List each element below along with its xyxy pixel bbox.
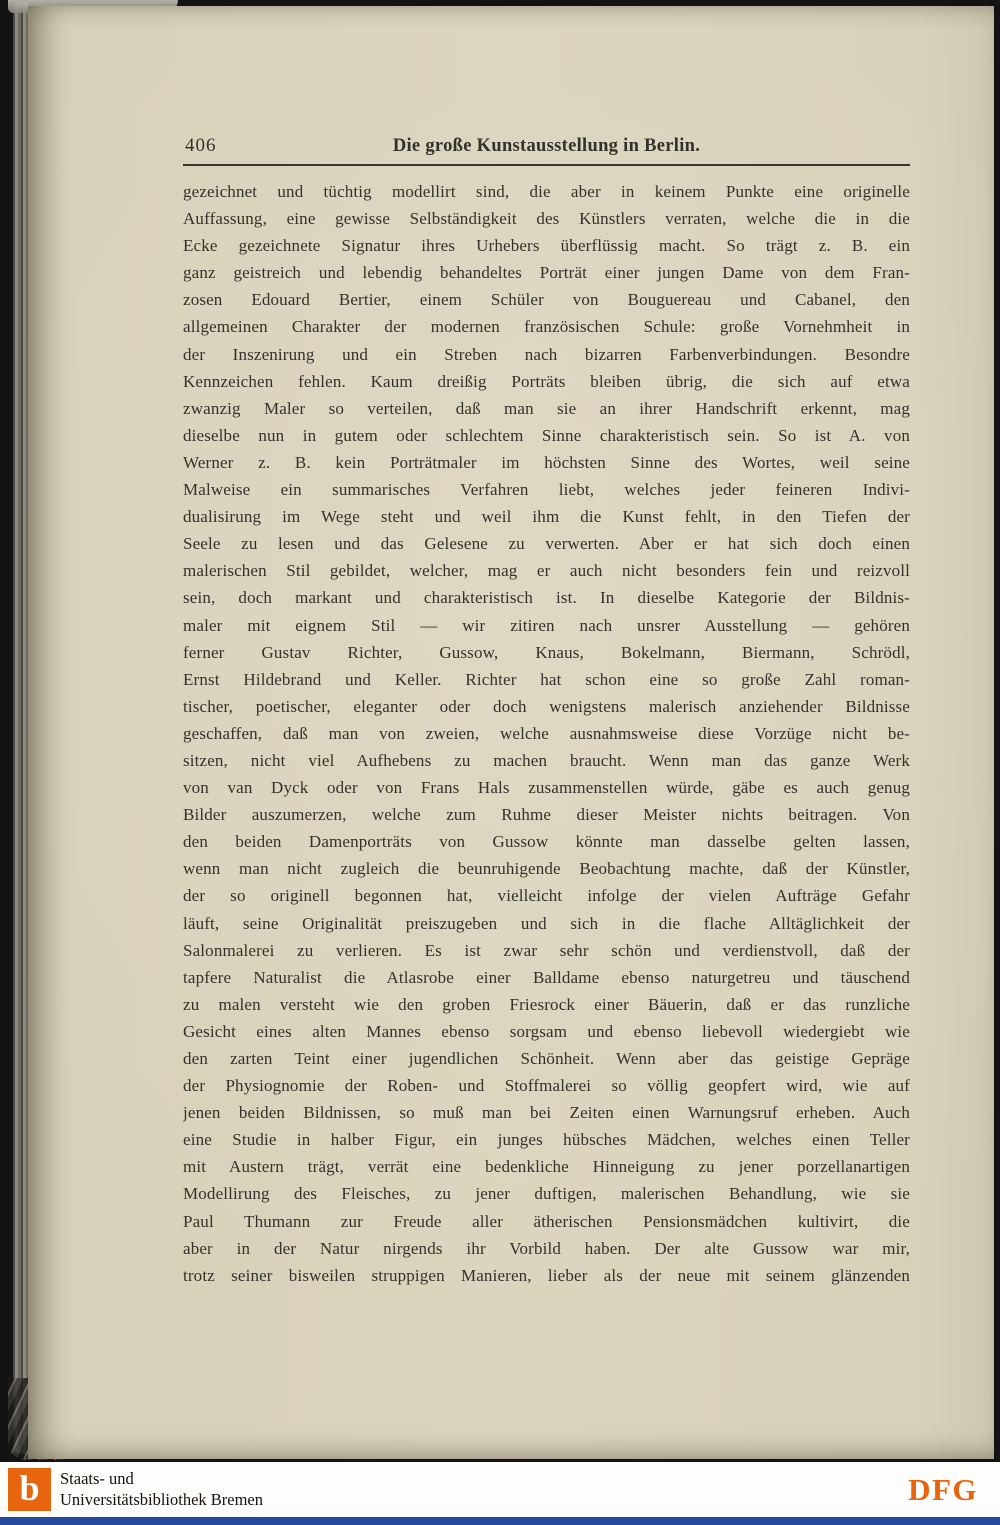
text-line: dieselbe nun in gutem oder schlechtem Sinne charakteristisch sein. So ist A. von: [183, 425, 910, 445]
page-content: [183, 134, 910, 1289]
text-line: Auffassung, eine gewisse Selbständigkeit des Künstlers verraten, welche die in die: [183, 209, 910, 229]
text-line: Werner z. B. kein Porträtmaler im höchsten Sinne des Wortes, weil seine: [183, 452, 910, 472]
text-line: malerischen Stil gebildet, welcher, mag er auch nicht besonders fein und reizvoll: [183, 561, 910, 581]
text-line: ferner Gustav Richter, Gussow, Knaus, Bokelmann, Biermann, Schrödl,: [183, 642, 910, 662]
running-title: Die große Kunstausstellung in Berlin.: [392, 136, 701, 156]
text-line: Seele zu lesen und das Gelesene zu verwerten. Aber er hat sich doch einen: [183, 534, 910, 554]
text-line: sitzen, nicht viel Aufhebens zu machen braucht. Wenn man das ganze Werk: [183, 750, 910, 770]
text-line: mit Austern trägt, verrät eine bedenkliche Hinneigung zu jener porzellanartigen: [183, 1157, 910, 1177]
text-line: zosen Edouard Bertier, einem Schüler von Bouguereau und Cabanel, den: [183, 290, 910, 310]
text-line: gezeichnet und tüchtig modellirt sind, die aber in keinem Punkte eine originelle: [183, 182, 910, 201]
library-name: [60, 1469, 263, 1510]
page-number: 406: [185, 135, 217, 156]
text-line: den beiden Damenporträts von Gussow könnte man dasselbe gelten lassen,: [183, 832, 910, 852]
text-line: geschaffen, daß man von zweien, welche ausnahmsweise diese Vorzüge nicht be-: [183, 723, 910, 743]
text-line: von van Dyck oder von Frans Hals zusammenstellen würde, gäbe es auch genug: [183, 778, 910, 798]
header-rule: [183, 164, 910, 166]
text-line: Ecke gezeichnete Signatur ihres Urhebers überflüssig macht. So trägt z. B. ein: [183, 236, 910, 256]
text-line: wenn man nicht zugleich die beunruhigende Beobachtung machte, daß der Künstler,: [183, 859, 910, 879]
text-line: läuft, seine Originalität preiszugeben und sich in die flache Alltäglichkeit der: [183, 913, 910, 933]
suub-logo-letter: b: [19, 1467, 40, 1508]
text-line: tischer, poetischer, eleganter oder doch wenigstens malerisch anziehender Bildnisse: [183, 696, 910, 716]
page-header: [183, 134, 910, 158]
text-line: der Inszenirung und ein Streben nach bizarren Farbenverbindungen. Besondre: [183, 344, 910, 364]
text-line: Paul Thumann zur Freude aller ätherischen Pensionsmädchen kultivirt, die: [183, 1211, 910, 1231]
page-stack-edges: [13, 2, 29, 1454]
text-line: Gesicht eines alten Mannes ebenso sorgsam und ebenso liebevoll wiedergiebt wie: [183, 1021, 910, 1041]
text-line: Malweise ein summarisches Verfahren liebt, welches jeder feineren Indivi-: [183, 480, 910, 500]
text-line: Bilder auszumerzen, welche zum Ruhme dieser Meister nichts beitragen. Von: [183, 805, 910, 825]
text-line: eine Studie in halber Figur, ein junges hübsches Mädchen, welches einen Teller: [183, 1130, 910, 1150]
library-name-line1: Staats- und: [60, 1469, 134, 1488]
text-line: jenen beiden Bildnissen, so muß man bei Zeiten einen Warnungsruf erheben. Auch: [183, 1103, 910, 1123]
suub-bremen-logo: [8, 1468, 51, 1511]
dfg-logo: DFG: [908, 1471, 978, 1507]
library-name-line2: Universitätsbibliothek Bremen: [60, 1489, 264, 1509]
text-line: aber in der Natur nirgends ihr Vorbild haben. Der alte Gussow war mir,: [183, 1238, 910, 1258]
text-line: maler mit eignem Stil — wir zitiren nach unsrer Ausstellung — gehören: [183, 615, 910, 635]
text-line: Ernst Hildebrand und Keller. Richter hat schon eine so große Zahl roman-: [183, 669, 910, 689]
text-line: der so originell begonnen hat, vielleicht infolge der vielen Aufträge Gefahr: [183, 886, 910, 906]
text-line: trotz seiner bisweilen struppigen Manieren, lieber als der neue mit seinem glänzenden: [183, 1265, 910, 1285]
text-line: der Physiognomie der Roben- und Stoffmalerei so völlig geopfert wird, wie auf: [183, 1076, 910, 1096]
text-line: ganz geistreich und lebendig behandeltes Porträt einer jungen Dame von dem Fran-: [183, 263, 910, 283]
book-page: [28, 6, 994, 1459]
text-line: zu malen versteht wie den groben Friesrock einer Bäuerin, daß er das runzliche: [183, 994, 910, 1014]
body-text: [183, 178, 910, 1289]
text-line: allgemeinen Charakter der modernen französischen Schule: große Vornehmheit in: [183, 317, 910, 337]
text-line: tapfere Naturalist die Atlasrobe einer Balldame ebenso naturgetreu und täuschend: [183, 967, 910, 987]
text-line: sein, doch markant und charakteristisch ist. In dieselbe Kategorie der Bildnis-: [183, 588, 910, 608]
text-line: zwanzig Maler so verteilen, daß man sie an ihrer Handschrift erkennt, mag: [183, 398, 910, 418]
library-footer: [0, 1462, 1000, 1517]
text-line: Kennzeichen fehlen. Kaum dreißig Porträts bleiben übrig, die sich auf etwa: [183, 371, 910, 391]
text-line: Salonmalerei zu verlieren. Es ist zwar sehr schön und verdienstvoll, daß der: [183, 940, 910, 960]
footer-accent-bar: [0, 1517, 1000, 1525]
text-line: dualisirung im Wege steht und weil ihm die Kunst fehlt, in den Tiefen der: [183, 507, 910, 527]
text-line: den zarten Teint einer jugendlichen Schönheit. Wenn aber das geistige Gepräge: [183, 1049, 910, 1068]
text-line: Modellirung des Fleisches, zu jener duftigen, malerischen Behandlung, wie sie: [183, 1184, 910, 1204]
